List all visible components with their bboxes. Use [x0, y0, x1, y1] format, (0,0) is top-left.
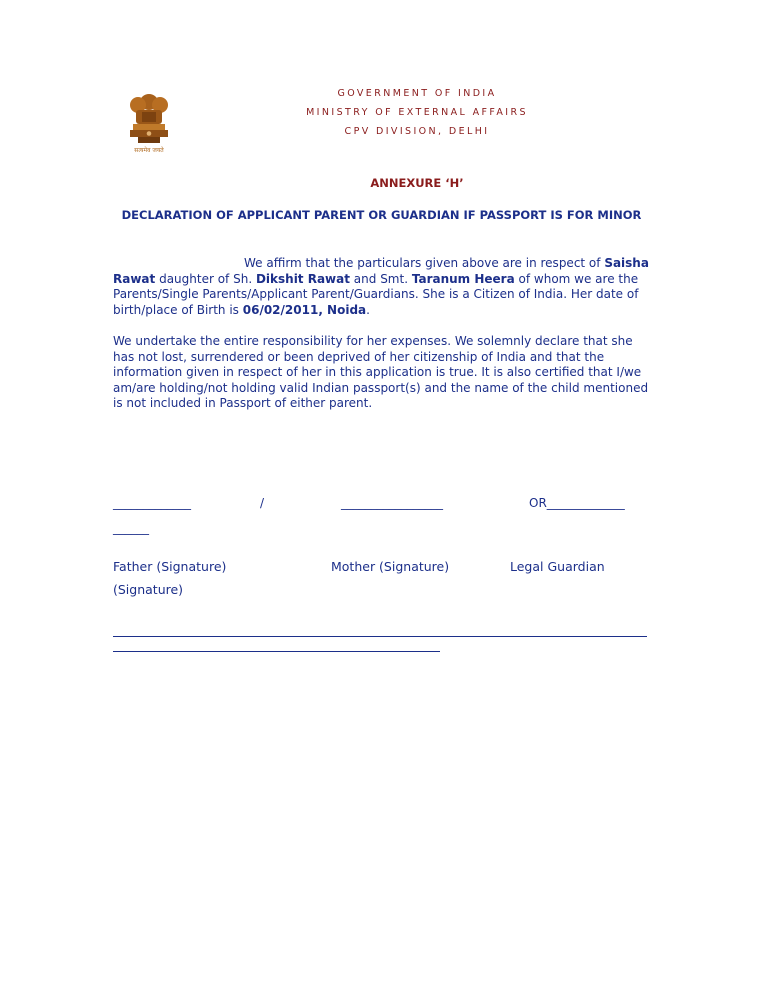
ministry-header: MINISTRY OF EXTERNAL AFFAIRS: [306, 107, 528, 118]
national-emblem-icon: [124, 92, 174, 158]
divider-line: [113, 651, 440, 652]
father-signature-blank: _____________: [113, 496, 191, 510]
affirmation-text: of whom we are the Parents/Single Parents/Applicant Parent/Guardians. She is a Citizen of India. Her date of birth/place of Birth is: [113, 271, 639, 317]
affirmation-text: We affirm that the particulars given above are in respect of: [244, 256, 605, 270]
affirmation-text: and Smt.: [349, 271, 412, 286]
division-header: CPV DIVISION, DELHI: [344, 126, 490, 137]
mother-signature-label: Mother (Signature): [331, 559, 450, 574]
separator-slash: /: [260, 496, 265, 510]
annexure-title: ANNEXURE ‘H’: [370, 176, 464, 190]
child-name: Saisha Rawat: [113, 256, 649, 286]
guardian-signature-label: Legal Guardian: [510, 559, 605, 574]
guardian-signature-blank: OR_____________: [529, 496, 625, 510]
government-header: GOVERNMENT OF INDIA: [337, 88, 497, 99]
emblem-inscription: सत्यमेव जयते: [134, 147, 164, 154]
father-signature-label: Father (Signature): [113, 559, 227, 574]
undertaking-paragraph: We undertake the entire responsibility for her expenses. We solemnly declare that she has not lost, surrendered or been deprived of her citizenship of India and that the information given in respect of her in this application is true. It is also certified that I/we am/are holding/not holding valid Indian passport(s) and the name of the child mentioned is not included in Passport of either parent.: [113, 334, 649, 411]
mother-name: Taranum Heera: [411, 271, 515, 286]
divider-line: [113, 636, 647, 637]
declaration-title: DECLARATION OF APPLICANT PARENT OR GUARDIAN IF PASSPORT IS FOR MINOR: [121, 208, 642, 222]
affirmation-paragraph: [113, 256, 653, 318]
father-name: Dikshit Rawat: [255, 271, 350, 286]
mother-signature-blank: _________________: [341, 496, 443, 510]
affirmation-text: daughter of Sh.: [155, 271, 256, 286]
guardian-signature-blank-continuation: ______: [113, 521, 149, 535]
affirmation-text: .: [366, 302, 370, 317]
birth-date-place: 06/02/2011, Noida: [242, 302, 367, 317]
guardian-signature-label-continuation: (Signature): [113, 582, 184, 597]
